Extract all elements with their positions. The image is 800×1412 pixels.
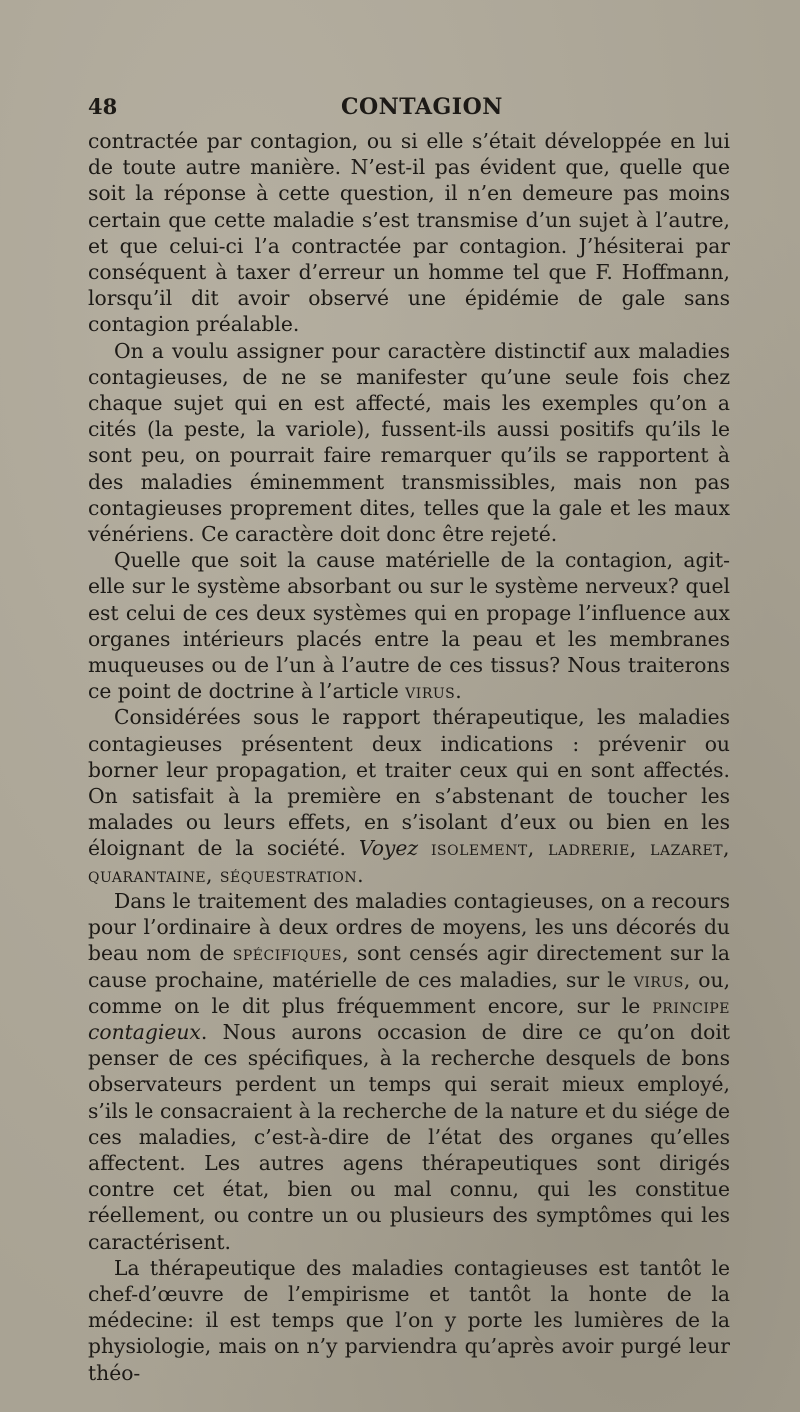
paragraph-4 (88, 704, 730, 887)
term-virus: virus (633, 967, 684, 992)
cross-reference-virus: virus (405, 679, 456, 704)
paragraph-1: contractée par contagion, ou si elle s’était développée en lui de toute autre manière. N’est-il pas évident que, quelle que soit la réponse à cette question, il n’en demeure pas moins certain que cette maladie s’est transmise d’un sujet à l’autre, et que celui-ci l’a contractée par contagion. J’hésiterai par conséquent à taxer d’erreur un homme tel que F. Hoffmann, lorsqu’il dit avoir observé une épidémie de gale sans contagion préalable. (88, 129, 730, 337)
term-contagieux: contagieux (88, 1019, 201, 1044)
paragraph-3 (88, 547, 730, 704)
voyez-label: Voyez (358, 836, 419, 861)
paragraph-5 (88, 888, 730, 1255)
cross-references: isolement, ladrerie, lazaret, quarantaine, séquestration (88, 836, 730, 887)
paragraph-5-text-a: Dans le traitement des maladies contagieuses, on a recours pour l’ordinaire à deux ordres de moyens, les uns décorés du beau nom de (88, 888, 730, 966)
body-text (88, 128, 730, 1386)
paragraph-5-text-b: , sont censés agir directement sur la cause prochaine, matérielle de ces maladies, sur le (88, 941, 730, 992)
paragraph-5-text-c: , ou, comme on le dit plus fréquemment encore, sur le (88, 967, 731, 1018)
term-specifiques: spécifiques (232, 941, 343, 966)
page-number: 48 (88, 94, 118, 119)
paragraph-4-end: . (357, 862, 364, 887)
paragraph-4-text: Considérées sous le rapport thérapeutique, les maladies contagieuses présentent deux indications : prévenir ou borner leur propagation, et traiter ceux qui en sont affectés. On satisfait à la première en s’abstenant de toucher les malades ou leurs effets, en s’isolant d’eux ou bien en les éloignant de la société. (88, 705, 730, 861)
paragraph-5-text-d: . Nous aurons occasion de dire ce qu’on doit penser de ces spécifiques, à la recherche desquels de bons observateurs perdent un temps qui serait mieux employé, s’ils le consacraient à la recherche de la nature et du siége de ces maladies, c’est-à-dire de l’état des organes qu’elles affectent. Les autres agens thérapeutiques sont dirigés contre cet état, bien ou mal connu, qui les constitue réellement, ou contre un ou plusieurs des symptômes qui les caractérisent. (88, 1019, 730, 1254)
paragraph-2: On a voulu assigner pour caractère distinctif aux maladies contagieuses, de ne se manifester qu’une seule fois chez chaque sujet qui en est affecté, mais les exemples qu’on a cités (la peste, la variole), fussent-ils aussi positifs qu’ils le sont peu, on pourrait faire remarquer qu’ils se rapportent à des maladies éminemment transmissibles, mais non pas contagieuses proprement dites, telles que la gale et les maux vénériens. Ce caractère doit donc être rejeté. (88, 338, 730, 547)
paragraph-6: La thérapeutique des maladies contagieuses est tantôt le chef-d’œuvre de l’empirisme et tantôt la honte de la médecine: il est temps que l’on y porte les lumières de la physiologie, mais on n’y parviendra qu’après avoir purgé leur théo- (88, 1255, 730, 1385)
paragraph-3-text: Quelle que soit la cause matérielle de la contagion, agit-elle sur le système absorbant ou sur le système nerveux? quel est celui de ces deux systèmes qui en propage l’influence aux organes intérieurs placés entre la peau et les membranes muqueuses ou de l’un à l’autre de ces tissus? Nous traiterons ce point de doctrine à l’article (88, 548, 730, 704)
paragraph-3-end: . (455, 679, 462, 704)
running-head: CONTAGION (341, 94, 503, 120)
page-header (88, 94, 733, 124)
term-principe: principe (652, 993, 730, 1018)
